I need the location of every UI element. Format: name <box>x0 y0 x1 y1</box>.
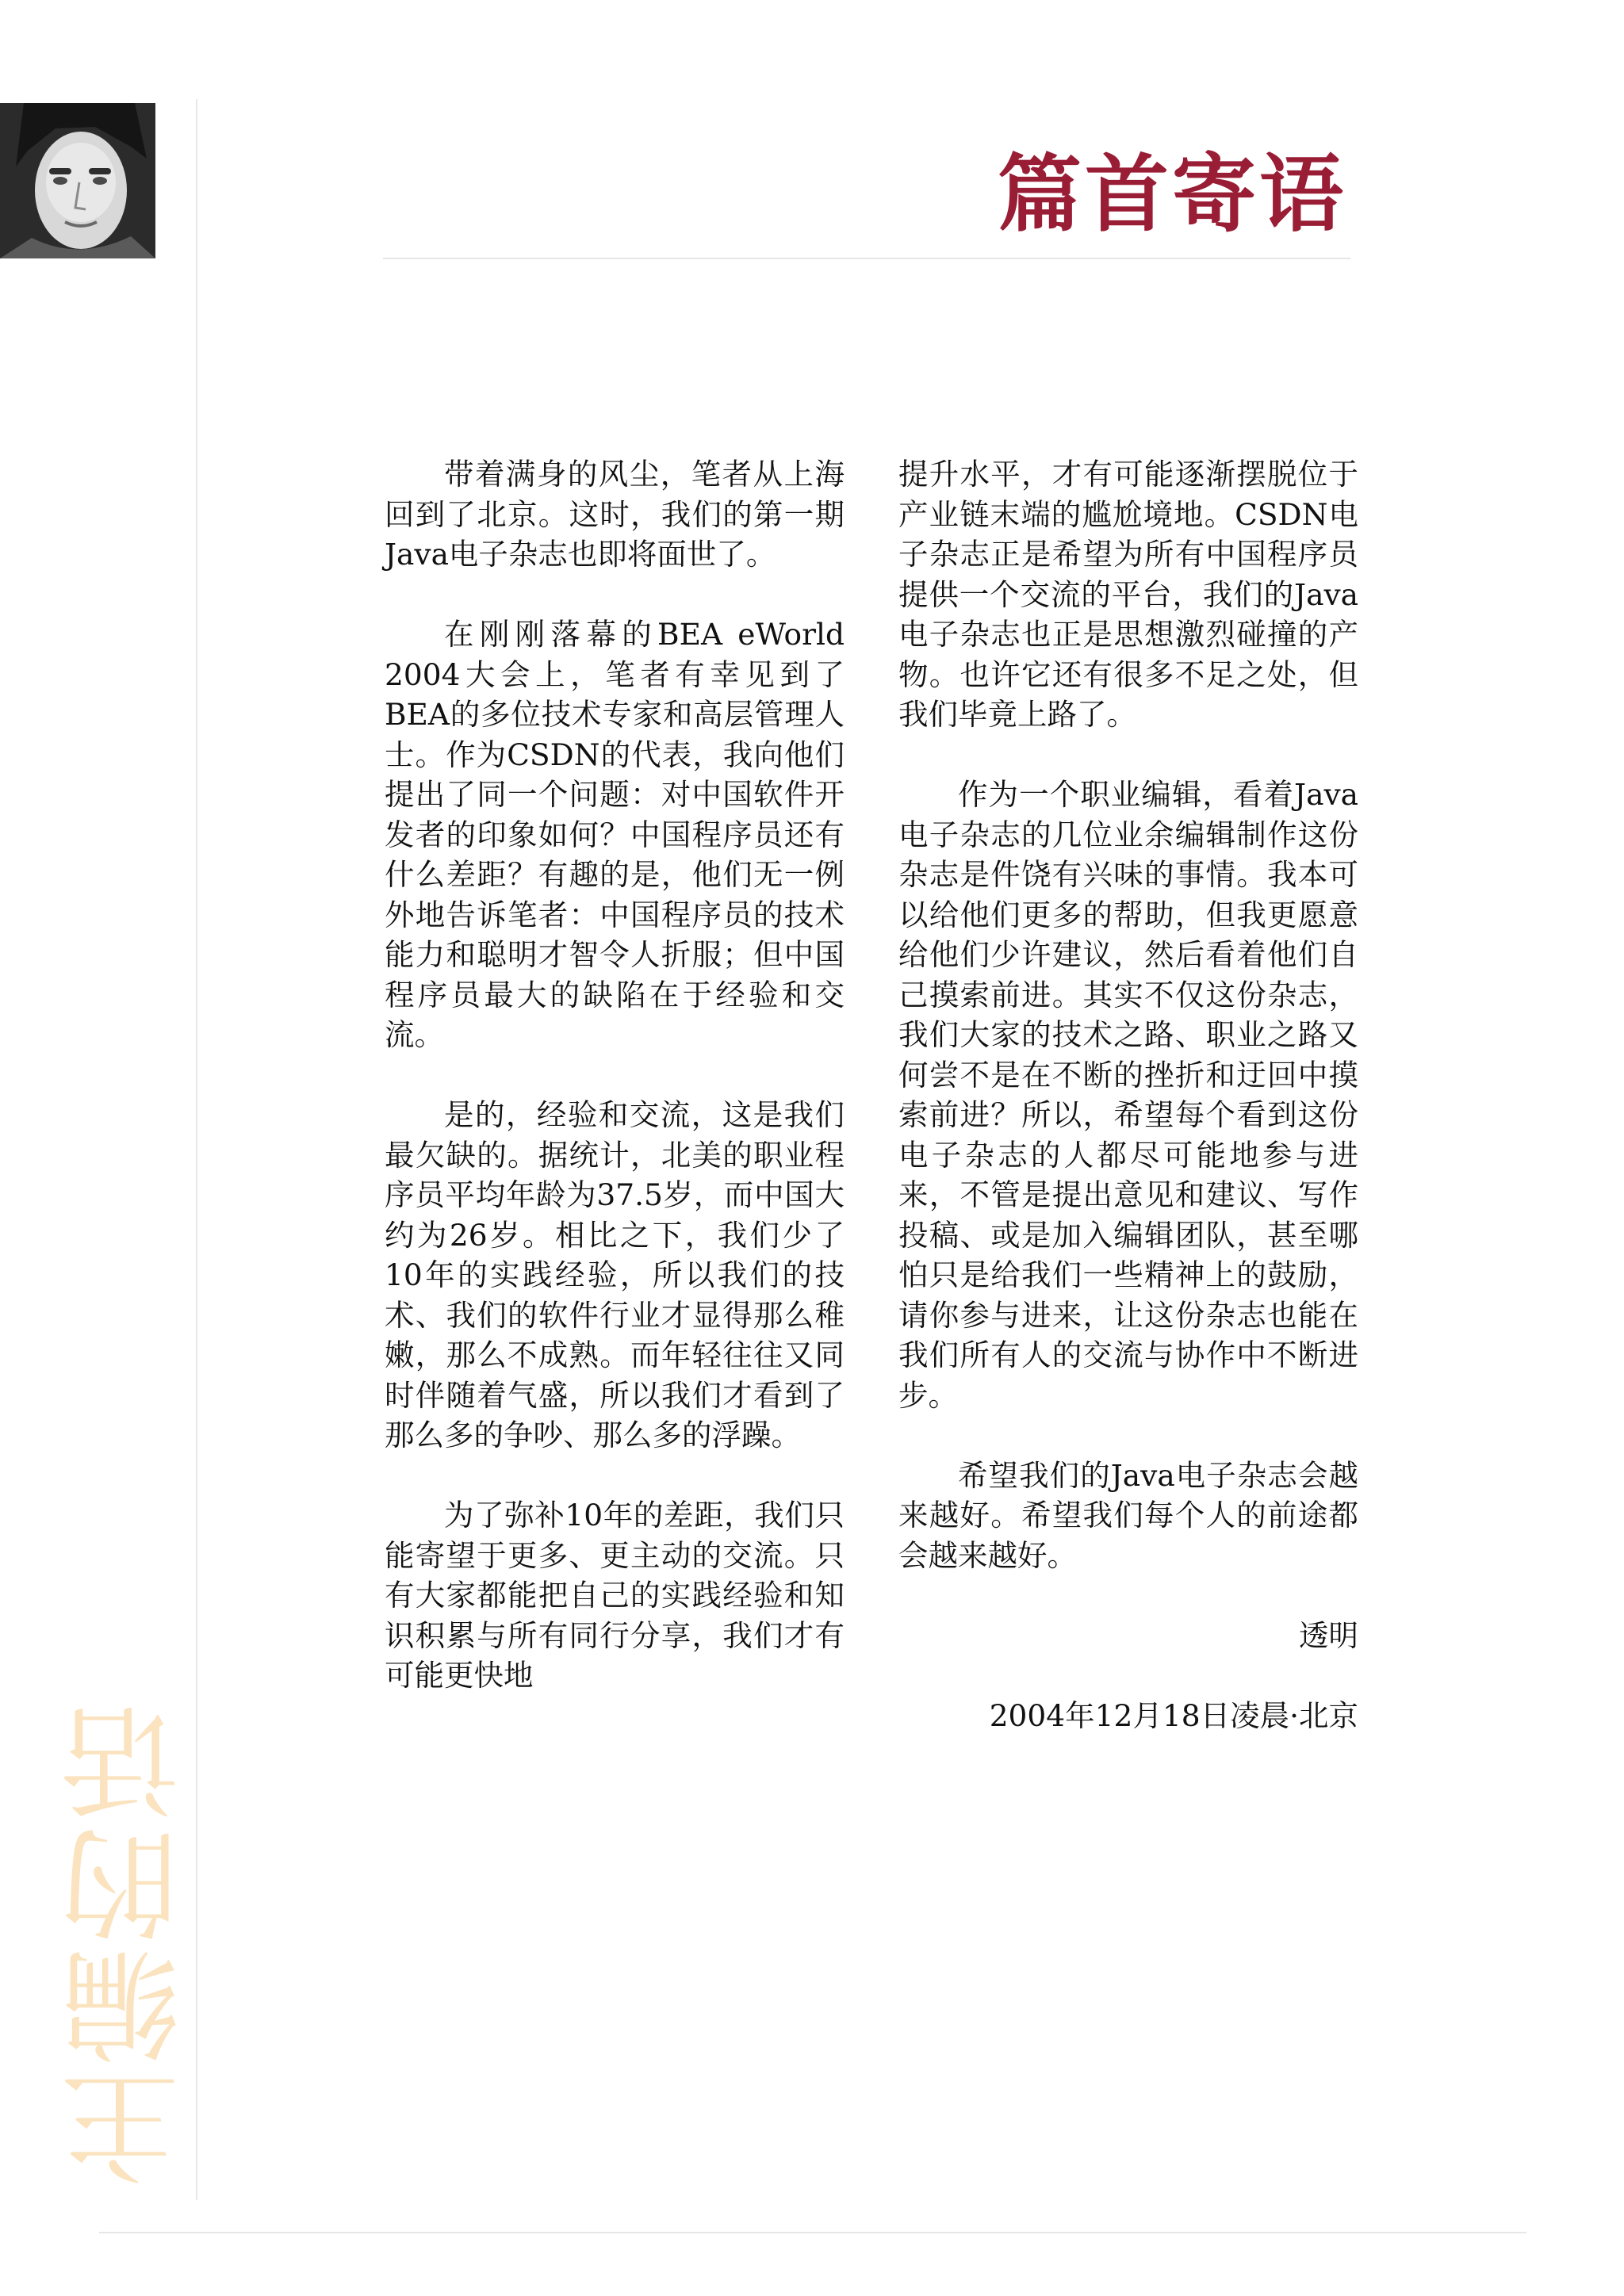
page-title: 篇首寄语 <box>998 144 1346 243</box>
article-paragraph: 为了弥补10年的差距，我们只能寄望于更多、更主动的交流。只有大家都能把自己的实践经验和知识积累与所有同行分享，我们才有可能更快地 <box>385 1498 845 1693</box>
article-paragraph: 在刚刚落幕的BEA eWorld 2004大会上，笔者有幸见到了BEA的多位技术专家和高层管理人士。作为CSDN的代表，我向他们提出了同一个问题：对中国软件开发者的印象如何？中国程序员还有什么差距？有趣的是，他们无一例外地告诉笔者：中国程序员的技术能力和聪明才智令人折服；但中国程序员最大的缺陷在于经验和交流。 <box>385 617 845 1052</box>
article-paragraph: 作为一个职业编辑，看着Java电子杂志的几位业余编辑制作这份杂志是件饶有兴味的事情。我本可以给他们更多的帮助，但我更愿意给他们少许建议，然后看着他们自己摸索前进。其实不仅这份杂志，我们大家的技术之路、职业之路又何尝不是在不断的挫折和迂回中摸索前进？所以，希望每个看到这份电子杂志的人都尽可能地参与进来，不管是提出意见和建议、写作投稿、或是加入编辑团队，甚至哪怕只是给我们一些精神上的鼓励，请你参与进来，让这份杂志也能在我们所有人的交流与协作中不断进步。 <box>898 777 1358 1413</box>
article-column-right <box>898 454 1358 1776</box>
article-paragraph: 希望我们的Java电子杂志会越来越好。希望我们每个人的前途都会越来越好。 <box>898 1457 1358 1573</box>
author-portrait-image <box>0 103 155 258</box>
title-underline <box>383 258 1350 259</box>
footer-rule <box>99 2232 1526 2233</box>
article-paragraph: 是的，经验和交流，这是我们最欠缺的。据统计，北美的职业程序员平均年龄为37.5岁，而中国大约为26岁。相比之下，我们少了10年的实践经验，所以我们的技术、我们的软件行业才显得那么稚嫩，那么不成熟。而年轻往往又同时伴随着气盛，所以我们才看到了那么多的争吵、那么多的浮躁。 <box>385 1097 845 1452</box>
author-photo <box>0 103 155 258</box>
author-signature: 透明 <box>1299 1617 1358 1653</box>
article-paragraph: 带着满身的风尘，笔者从上海回到了北京。这时，我们的第一期Java电子杂志也即将面世了。 <box>385 457 845 572</box>
section-label-vertical: 主编的话 <box>62 1700 200 2188</box>
date-line: 2004年12月18日凌晨·北京 <box>989 1697 1358 1733</box>
article-column-left <box>385 454 845 1735</box>
article-paragraph-continued: 提升水平，才有可能逐渐摆脱位于产业链末端的尴尬境地。CSDN电子杂志正是希望为所有中国程序员提供一个交流的平台，我们的Java电子杂志也正是思想激烈碰撞的产物。也许它还有很多不足之处，但我们毕竟上路了。 <box>898 457 1358 732</box>
